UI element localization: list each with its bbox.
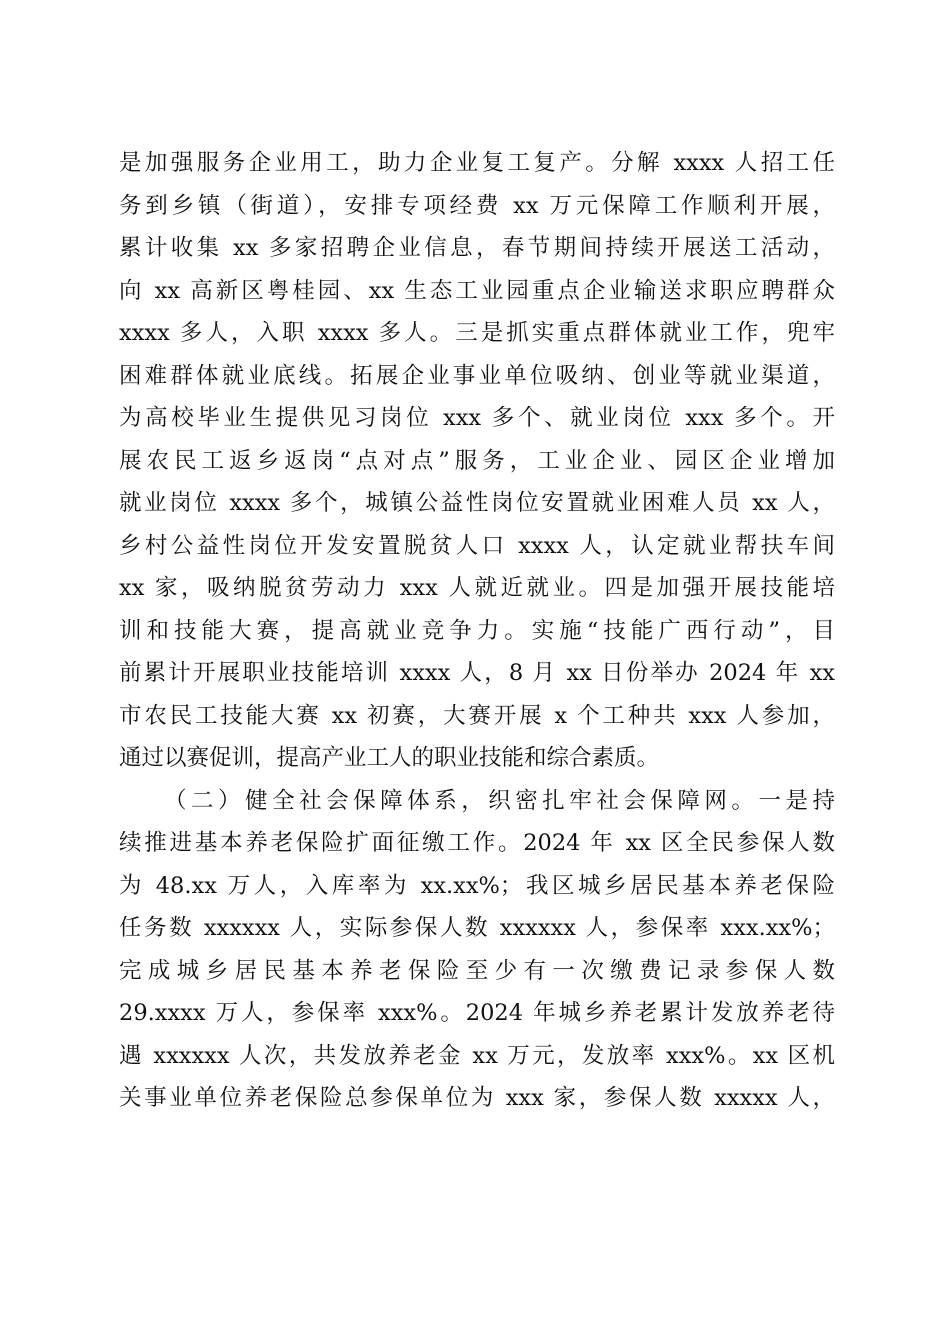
body-text (119, 142, 835, 1120)
text-line: 29.xxxx 万人，参保率 xxx%。2024 年城乡养老累计发放养老待 (119, 1000, 835, 1026)
text-line: 向 xx 高新区粤桂园、xx 生态工业园重点企业输送求职应聘群众 (119, 277, 835, 304)
text-line: 务到乡镇（街道），安排专项经费 xx 万元保障工作顺利开展， (119, 192, 835, 219)
text-line: 就业岗位 xxxx 多个，城镇公益性岗位安置就业困难人员 xx 人， (119, 490, 835, 516)
text-line: 完成城乡居民基本养老保险至少有一次缴费记录参保人数 (119, 957, 835, 984)
text-line: 通过以赛促训，提高产业工人的职业技能和综合素质。 (119, 745, 660, 771)
paragraph-social-security (119, 780, 835, 1120)
text-line: 关事业单位养老保险总参保单位为 xxx 家，参保人数 xxxxx 人， (119, 1085, 835, 1111)
text-line: 为高校毕业生提供见习岗位 xxx 多个、就业岗位 xxx 多个。开 (119, 405, 835, 431)
text-line: 遇 xxxxxx 人次，共发放养老金 xx 万元，发放率 xxx%。xx 区机 (119, 1042, 835, 1069)
text-line: 续推进基本养老保险扩面征缴工作。2024 年 xx 区全民参保人数 (119, 830, 835, 856)
text-line: 乡村公益性岗位开发安置脱贫人口 xxxx 人，认定就业帮扶车间 (119, 532, 835, 559)
text-line: 训和技能大赛，提高就业竞争力。实施“技能广西行动”，目 (119, 617, 835, 644)
text-line: 累计收集 xx 多家招聘企业信息，春节期间持续开展送工活动， (119, 235, 835, 261)
paragraph-employment (119, 142, 835, 780)
text-line: 为 48.xx 万人，入库率为 xx.xx%；我区城乡居民基本养老保险 (119, 872, 835, 899)
text-line: 前累计开展职业技能培训 xxxx 人，8 月 xx 日份举办 2024 年 xx (119, 660, 835, 686)
text-line: 展农民工返乡返岗“点对点”服务，工业企业、园区企业增加 (119, 447, 835, 474)
text-line: 任务数 xxxxxx 人，实际参保人数 xxxxxx 人，参保率 xxx.xx%； (119, 915, 835, 941)
text-line: 是加强服务企业用工，助力企业复工复产。分解 xxxx 人招工任 (119, 150, 835, 176)
section-heading-line: （二）健全社会保障体系，织密扎牢社会保障网。一是持 (164, 787, 835, 814)
text-line: 困难群体就业底线。拓展企业事业单位吸纳、创业等就业渠道， (119, 362, 835, 389)
text-line: xx 家，吸纳脱贫劳动力 xxx 人就近就业。四是加强开展技能培 (119, 575, 835, 601)
text-line: xxxx 多人，入职 xxxx 多人。三是抓实重点群体就业工作，兜牢 (119, 320, 835, 346)
text-line: 市农民工技能大赛 xx 初赛，大赛开展 x 个工种共 xxx 人参加， (119, 702, 835, 729)
